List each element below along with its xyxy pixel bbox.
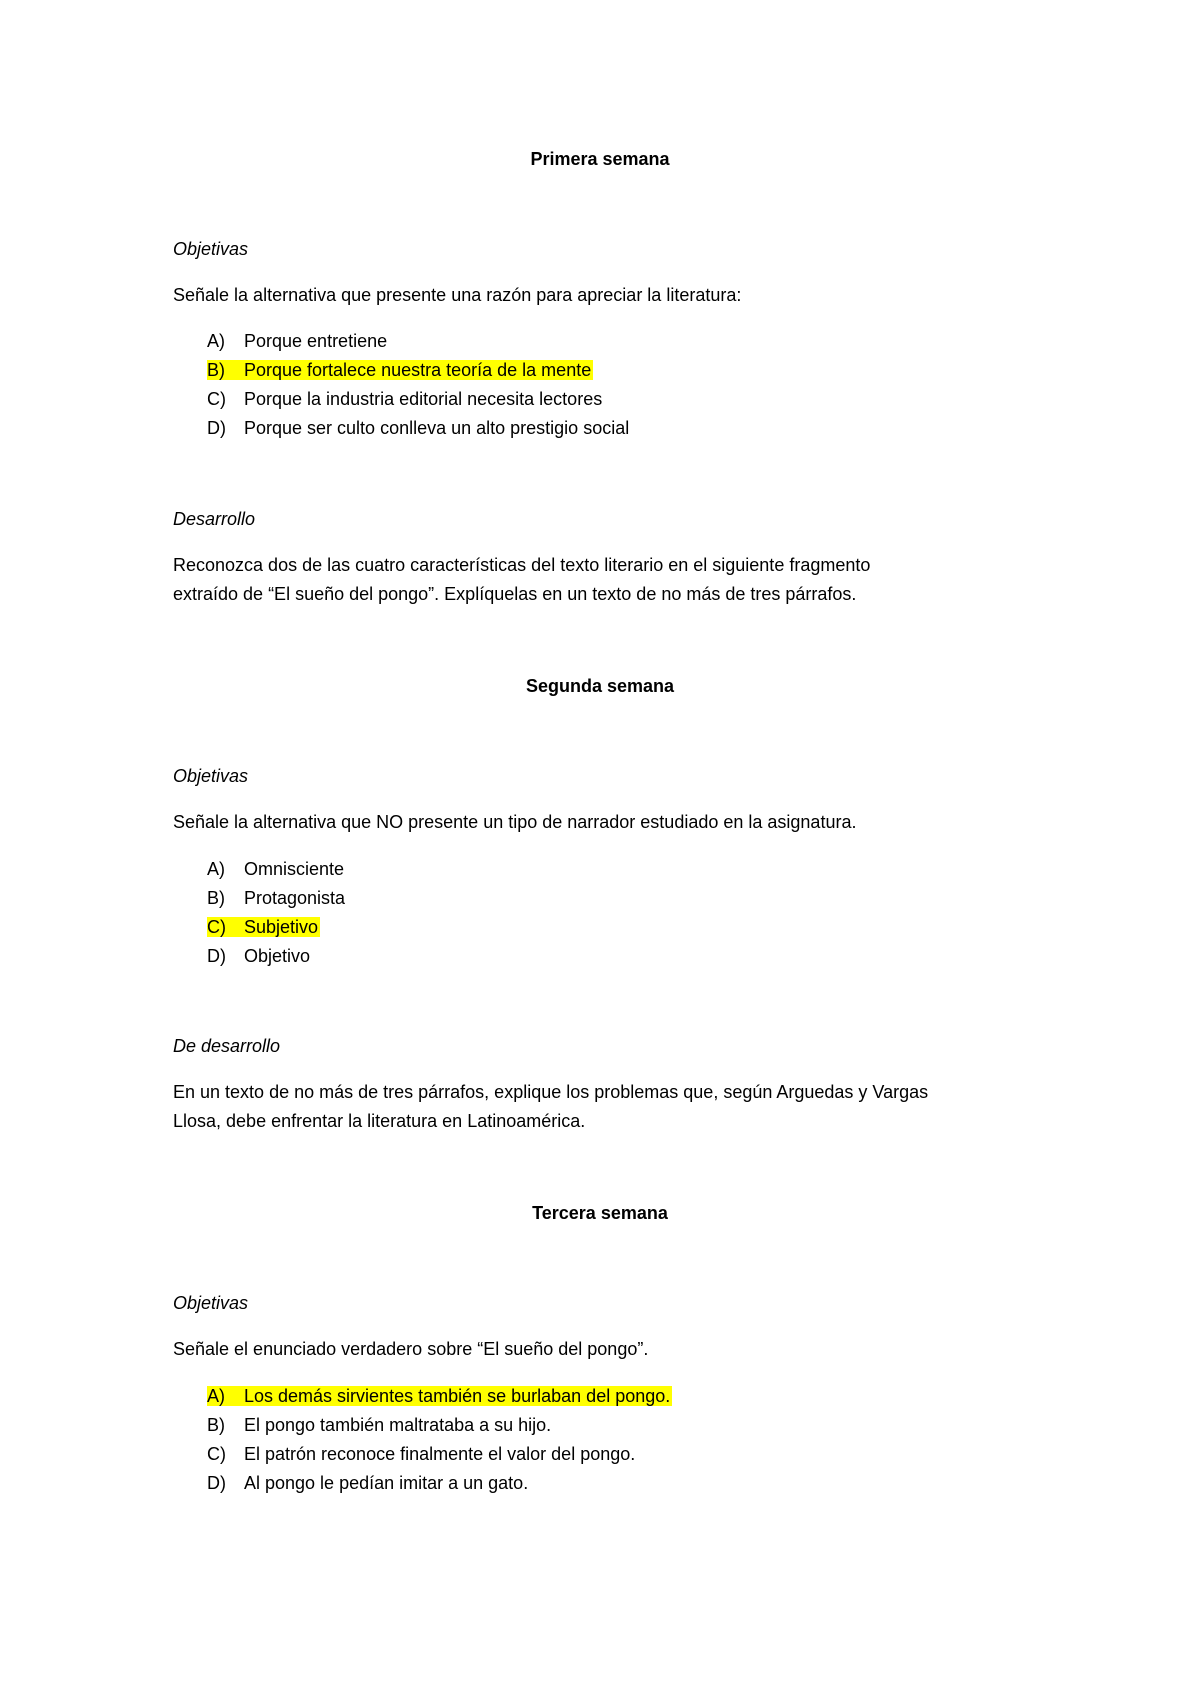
week2-development-line-2: Llosa, debe enfrentar la literatura en Latinoamérica. — [173, 1111, 586, 1131]
option-text: Subjetivo — [244, 917, 319, 937]
week2-development-label: De desarrollo — [173, 1036, 281, 1056]
option-letter: B) — [207, 888, 225, 908]
week2-option-c — [207, 914, 320, 940]
option-letter: C) — [207, 917, 226, 937]
option-text: Porque entretiene — [244, 331, 388, 351]
option-letter: D) — [207, 418, 226, 438]
week1-option-c — [207, 386, 602, 412]
week1-option-a — [207, 328, 387, 354]
option-text: Protagonista — [244, 888, 346, 908]
week3-option-d — [207, 1470, 528, 1496]
option-text: Los demás sirvientes también se burlaban del pongo. — [244, 1386, 671, 1406]
week3-option-b — [207, 1412, 551, 1438]
option-text: Omnisciente — [244, 859, 345, 879]
option-letter: C) — [207, 389, 226, 409]
option-text: Porque ser culto conlleva un alto prestigio social — [244, 418, 630, 438]
option-text: El pongo también maltrataba a su hijo. — [244, 1415, 552, 1435]
option-letter: D) — [207, 1473, 226, 1493]
option-letter: B) — [207, 360, 225, 380]
option-text: Porque fortalece nuestra teoría de la mente — [244, 360, 592, 380]
week1-development-label: Desarrollo — [173, 509, 256, 529]
option-text: Al pongo le pedían imitar a un gato. — [244, 1473, 529, 1493]
week1-option-d — [207, 415, 629, 441]
week3-option-c — [207, 1441, 635, 1467]
week2-question: Señale la alternativa que NO presente un tipo de narrador estudiado en la asignatura. — [173, 812, 857, 832]
option-text: Objetivo — [244, 946, 311, 966]
week2-development-line-1: En un texto de no más de tres párrafos, explique los problemas que, según Arguedas y Vargas — [173, 1082, 929, 1102]
week1-title: Primera semana — [530, 149, 670, 169]
week1-question: Señale la alternativa que presente una razón para apreciar la literatura: — [173, 285, 742, 305]
week1-development-line-1: Reconozca dos de las cuatro características del texto literario en el siguiente fragmento — [173, 555, 871, 575]
option-letter: A) — [207, 331, 225, 351]
option-letter: C) — [207, 1444, 226, 1464]
week1-development-line-2: extraído de “El sueño del pongo”. Explíquelas en un texto de no más de tres párrafos. — [173, 584, 857, 604]
option-text: Porque la industria editorial necesita lectores — [244, 389, 603, 409]
option-letter: A) — [207, 1386, 225, 1406]
option-text: El patrón reconoce finalmente el valor del pongo. — [244, 1444, 636, 1464]
week3-objective-label: Objetivas — [173, 1293, 249, 1313]
option-letter: A) — [207, 859, 225, 879]
week3-title: Tercera semana — [532, 1203, 668, 1223]
highlighted-answer — [207, 917, 320, 937]
week2-option-d — [207, 943, 310, 969]
week2-title: Segunda semana — [525, 676, 675, 696]
week2-objective-label: Objetivas — [173, 766, 249, 786]
week1-option-b — [207, 357, 593, 383]
week2-option-a — [207, 856, 344, 882]
week3-question: Señale el enunciado verdadero sobre “El sueño del pongo”. — [173, 1339, 649, 1359]
option-letter: B) — [207, 1415, 225, 1435]
week3-option-a — [207, 1383, 672, 1409]
week2-option-b — [207, 885, 345, 911]
highlighted-answer — [207, 360, 593, 380]
week1-objective-label: Objetivas — [173, 239, 249, 259]
option-letter: D) — [207, 946, 226, 966]
highlighted-answer — [207, 1386, 672, 1406]
